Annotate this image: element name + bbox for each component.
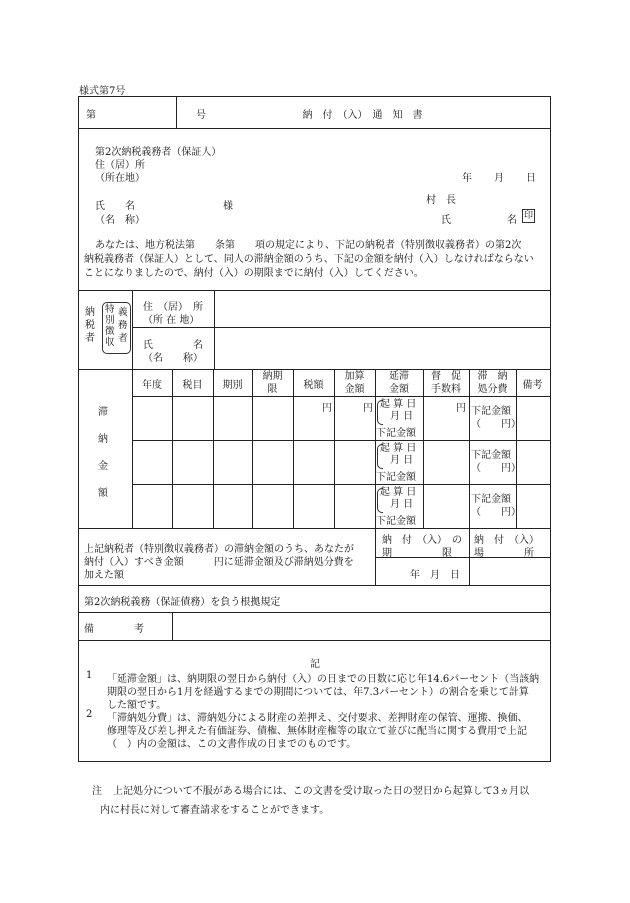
intro-line-2: 納税義務者（保証人）として、同人の滞納金額のうち、下記の金額を納付（入）しなければならない	[84, 254, 534, 265]
addressee-address-label: 住（居）所	[95, 160, 145, 171]
deadline-label-1: 納 付 （入） の	[382, 535, 462, 546]
col-disposal-cost: 滞 納 処分費	[477, 371, 508, 395]
disposal-cell-row3: 下記金額 （ 円）	[471, 494, 521, 518]
form-number: 様式第7号	[79, 86, 126, 97]
note-1-number: 1	[86, 670, 93, 681]
note-1-line-2: 期限の翌日から1月を経過するまでの期間については、年7.3パーセント）の割合を乗じて計算	[107, 687, 529, 698]
disposal-cell-row2: 下記金額 （ 円）	[471, 450, 521, 474]
intro-line-1: あなたは、地方税法第 条第 項の規定により、下記の納税者（特別徴収義務者）の第2次	[95, 240, 522, 251]
issuer-title: 村 長	[426, 195, 456, 206]
note-2-line-1: 「滞納処分費」は、滞納処分による財産の差押え、交付要求、差押財産の保管、運搬、換価、	[107, 713, 528, 724]
addressee-name-label: 氏 名	[95, 201, 135, 212]
note-1-line-1: 「延滞金額」は、納期限の翌日から納付（入）の日までの日数に応じ年14.6パーセント（当該納	[107, 674, 540, 685]
yen-tax: 円	[322, 403, 332, 414]
place-label-2: 場 所	[474, 548, 534, 559]
note-2-line-3: （ ）内の金額は、この文書作成の日までのものです。	[107, 739, 357, 750]
payment-text-line-1: 上記納税者（特別徴収義務者）の滞納金額のうち、あなたが	[84, 544, 354, 555]
remarks-label: 備 考	[84, 624, 144, 635]
note-2-number: 2	[86, 709, 93, 720]
yen-fee: 円	[456, 403, 466, 414]
honorific: 様	[223, 201, 233, 212]
date-year: 年	[462, 173, 472, 184]
col-added-amount: 加算 金額	[344, 371, 365, 395]
col-remarks: 備考	[522, 380, 543, 391]
intro-line-3: ことになりましたので、納付（入）の期限までに納付（入）してください。	[84, 268, 424, 279]
taxpayer-label-col3: 義 務 者	[118, 307, 128, 344]
col-fiscal-year: 年度	[142, 380, 162, 391]
note-1-line-3: した額です。	[107, 700, 167, 711]
document-title: 納 付 （入） 通 知 書	[302, 110, 423, 121]
taxpayer-address-sub: （所 在 地）	[143, 315, 200, 326]
addressee-address-sub: （所在地）	[95, 173, 145, 184]
basis-label: 第2次納税義務（保証債務）を負う根拠規定	[84, 597, 281, 608]
payment-text-line-3: 加えた額	[84, 570, 124, 581]
late-cell-row1: 起 算 日 月 日	[380, 399, 417, 422]
col-reminder-fee: 督 促 手数料	[431, 371, 461, 395]
footnote-line-2: 内に村長に対して審査請求をすることができます。	[100, 805, 330, 816]
notes-heading: 記	[310, 659, 320, 670]
disposal-cell-row1: 下記金額 （ 円）	[471, 406, 521, 430]
deadline-label-2: 期 限	[382, 548, 452, 559]
addressee-heading: 第2次納税義務者（保証人）	[95, 147, 222, 158]
taxpayer-name-sub: （名 称）	[143, 353, 203, 364]
late-cell-row1-amount: 下記金額	[376, 428, 416, 439]
deadline-date: 年 月 日	[410, 570, 460, 581]
taxpayer-label-col2: 特 別 徴 収	[105, 304, 115, 348]
payment-text-line-2: 納付（入）すべき金額 円に延滞金額及び滞納処分費を	[84, 557, 354, 568]
issuer-name-label: 氏	[441, 215, 451, 226]
place-label-1: 納 付 （入）	[474, 535, 539, 546]
col-tax-item: 税目	[182, 380, 203, 391]
taxpayer-name-label: 氏 名	[143, 340, 203, 351]
yen-added: 円	[363, 403, 373, 414]
footnote-line-1: 上記処分について不服がある場合には、この文書を受け取った日の翌日から起算して3ヵ月以	[113, 786, 530, 797]
late-cell-row3: 起 算 日 月 日	[380, 487, 417, 510]
late-cell-row3-amount: 下記金額	[376, 516, 416, 527]
col-tax-amount: 税額	[303, 380, 324, 391]
taxpayer-label-col1: 納 税 者	[85, 307, 95, 344]
date-month: 月	[494, 173, 504, 184]
col-due-date: 納期 限	[262, 371, 283, 395]
late-cell-row2-amount: 下記金額	[376, 472, 416, 483]
taxpayer-address-label: 住 （居） 所	[143, 302, 203, 313]
col-period: 期別	[222, 380, 243, 391]
col-late-amount: 延滞 金額	[389, 371, 409, 395]
seal-mark: 印	[523, 211, 533, 221]
addressee-name-sub: （名 称）	[95, 215, 145, 226]
date-day: 日	[526, 173, 536, 184]
arrears-side-label: 滞 納 金 額	[98, 407, 108, 499]
late-cell-row2: 起 算 日 月 日	[380, 443, 417, 466]
number-label: 第 号	[86, 110, 206, 121]
note-2-line-2: 修理等及び差し押えた有価証券、債権、無体財産権等の取立て並びに配当に関する費用で上記	[107, 726, 527, 737]
footnote-label: 注	[92, 786, 102, 797]
issuer-name-label-2: 名	[507, 215, 517, 226]
